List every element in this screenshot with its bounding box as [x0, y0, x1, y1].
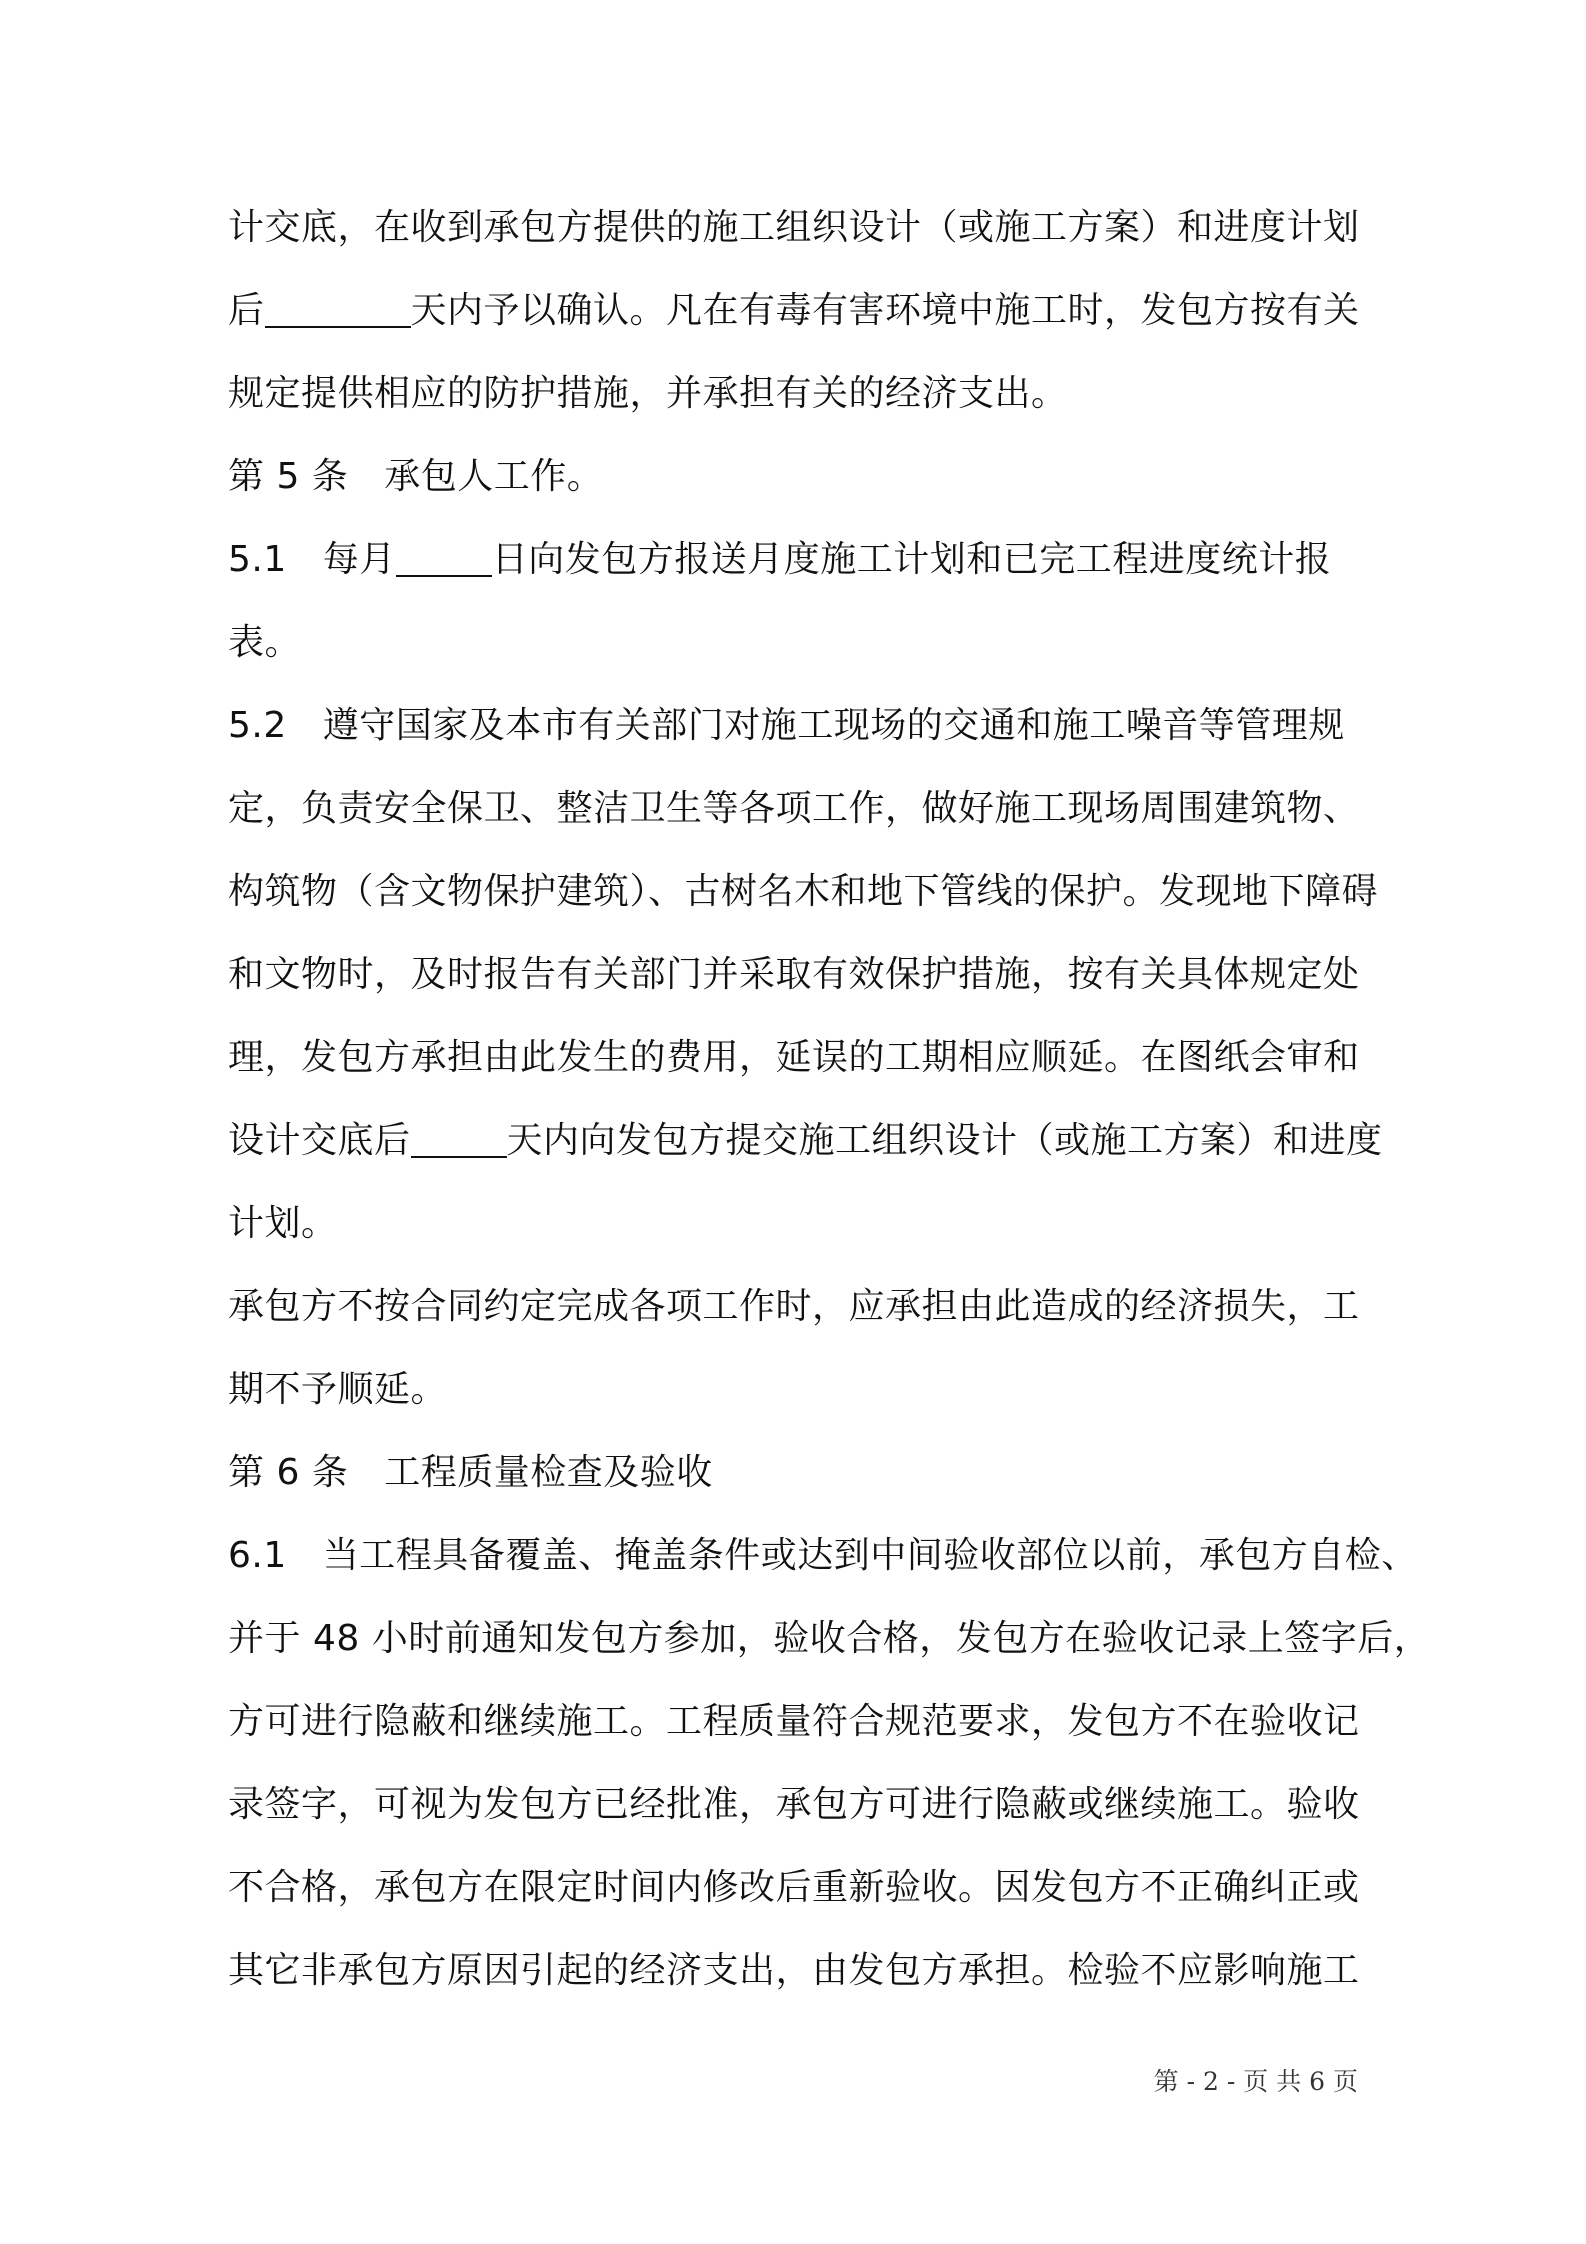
fill-in-blank: [411, 1114, 507, 1158]
line-text: 规定提供相应的防护措施，并承担有关的经济支出。: [228, 373, 1068, 414]
text-line: [228, 1360, 1408, 1443]
line-text: 和文物时，及时报告有关部门并采取有效保护措施，按有关具体规定处: [228, 954, 1360, 995]
line-text: 每月: [322, 539, 396, 580]
text-line: [228, 198, 1408, 281]
text-line: [228, 1028, 1408, 1111]
text-line: [228, 1775, 1408, 1858]
article-heading: [228, 1443, 1408, 1526]
text-line: [228, 1692, 1408, 1775]
line-text: 计划。: [228, 1203, 338, 1244]
text-line: [228, 1941, 1408, 2024]
line-text: 其它非承包方原因引起的经济支出，由发包方承担。检验不应影响施工: [228, 1950, 1360, 1991]
contract-body: [228, 198, 1431, 2024]
line-text: 天内予以确认。凡在有毒有害环境中施工时，发包方按有关: [410, 290, 1360, 331]
line-text: 表。: [228, 622, 302, 663]
text-line: [228, 945, 1408, 1028]
clause-number: 6.1: [228, 1535, 287, 1576]
text-line: [228, 1526, 1418, 1609]
text-line: [228, 779, 1408, 862]
text-line: [228, 364, 1408, 447]
line-text: 天内向发包方提交施工组织设计（或施工方案）和进度: [506, 1120, 1383, 1161]
clause-number: 5.1: [228, 539, 287, 580]
line-text: 承包方不按合同约定完成各项工作时，应承担由此造成的经济损失，工: [228, 1286, 1360, 1327]
line-text: 并于 48 小时前通知发包方参加，验收合格，发包方在验收记录上签字后，: [228, 1618, 1431, 1659]
line-text: 录签字，可视为发包方已经批准，承包方可进行隐蔽或继续施工。验收: [228, 1784, 1360, 1825]
fill-in-blank: [265, 284, 411, 328]
article-number: 第 6 条: [228, 1452, 349, 1493]
line-text: 不合格，承包方在限定时间内修改后重新验收。因发包方不正确纠正或: [228, 1867, 1360, 1908]
line-text: 设计交底后: [228, 1120, 411, 1161]
text-line: [228, 281, 1408, 364]
line-text: 日向发包方报送月度施工计划和已完工程进度统计报: [491, 539, 1332, 580]
line-text: 后: [228, 290, 265, 331]
line-text: 期不予顺延。: [228, 1369, 448, 1410]
page-number: 第 - 2 - 页 共 6 页: [1153, 2067, 1358, 2096]
text-line: [228, 696, 1408, 779]
line-text: 当工程具备覆盖、掩盖条件或达到中间验收部位以前，承包方自检、: [322, 1535, 1418, 1576]
text-line: [228, 613, 1408, 696]
article-title: 工程质量检查及验收: [384, 1452, 713, 1493]
article-heading: [228, 447, 1408, 530]
line-text: 遵守国家及本市有关部门对施工现场的交通和施工噪音等管理规: [322, 705, 1345, 746]
text-line: [228, 1194, 1408, 1277]
text-line: [228, 862, 1408, 945]
text-line: [228, 1609, 1431, 1692]
line-text: 构筑物（含文物保护建筑）、古树名木和地下管线的保护。发现地下障碍: [228, 871, 1379, 912]
line-text: 方可进行隐蔽和继续施工。工程质量符合规范要求，发包方不在验收记: [228, 1701, 1360, 1742]
line-text: 计交底，在收到承包方提供的施工组织设计（或施工方案）和进度计划: [228, 207, 1360, 248]
article-number: 第 5 条: [228, 456, 349, 497]
text-line: [228, 530, 1408, 613]
line-text: 定，负责安全保卫、整洁卫生等各项工作，做好施工现场周围建筑物、: [228, 788, 1360, 829]
clause-number: 5.2: [228, 705, 287, 746]
text-line: [228, 1858, 1408, 1941]
article-title: 承包人工作。: [384, 456, 604, 497]
fill-in-blank: [396, 533, 492, 577]
text-line: [228, 1277, 1408, 1360]
line-text: 理，发包方承担由此发生的费用，延误的工期相应顺延。在图纸会审和: [228, 1037, 1360, 1078]
text-line: [228, 1111, 1408, 1194]
